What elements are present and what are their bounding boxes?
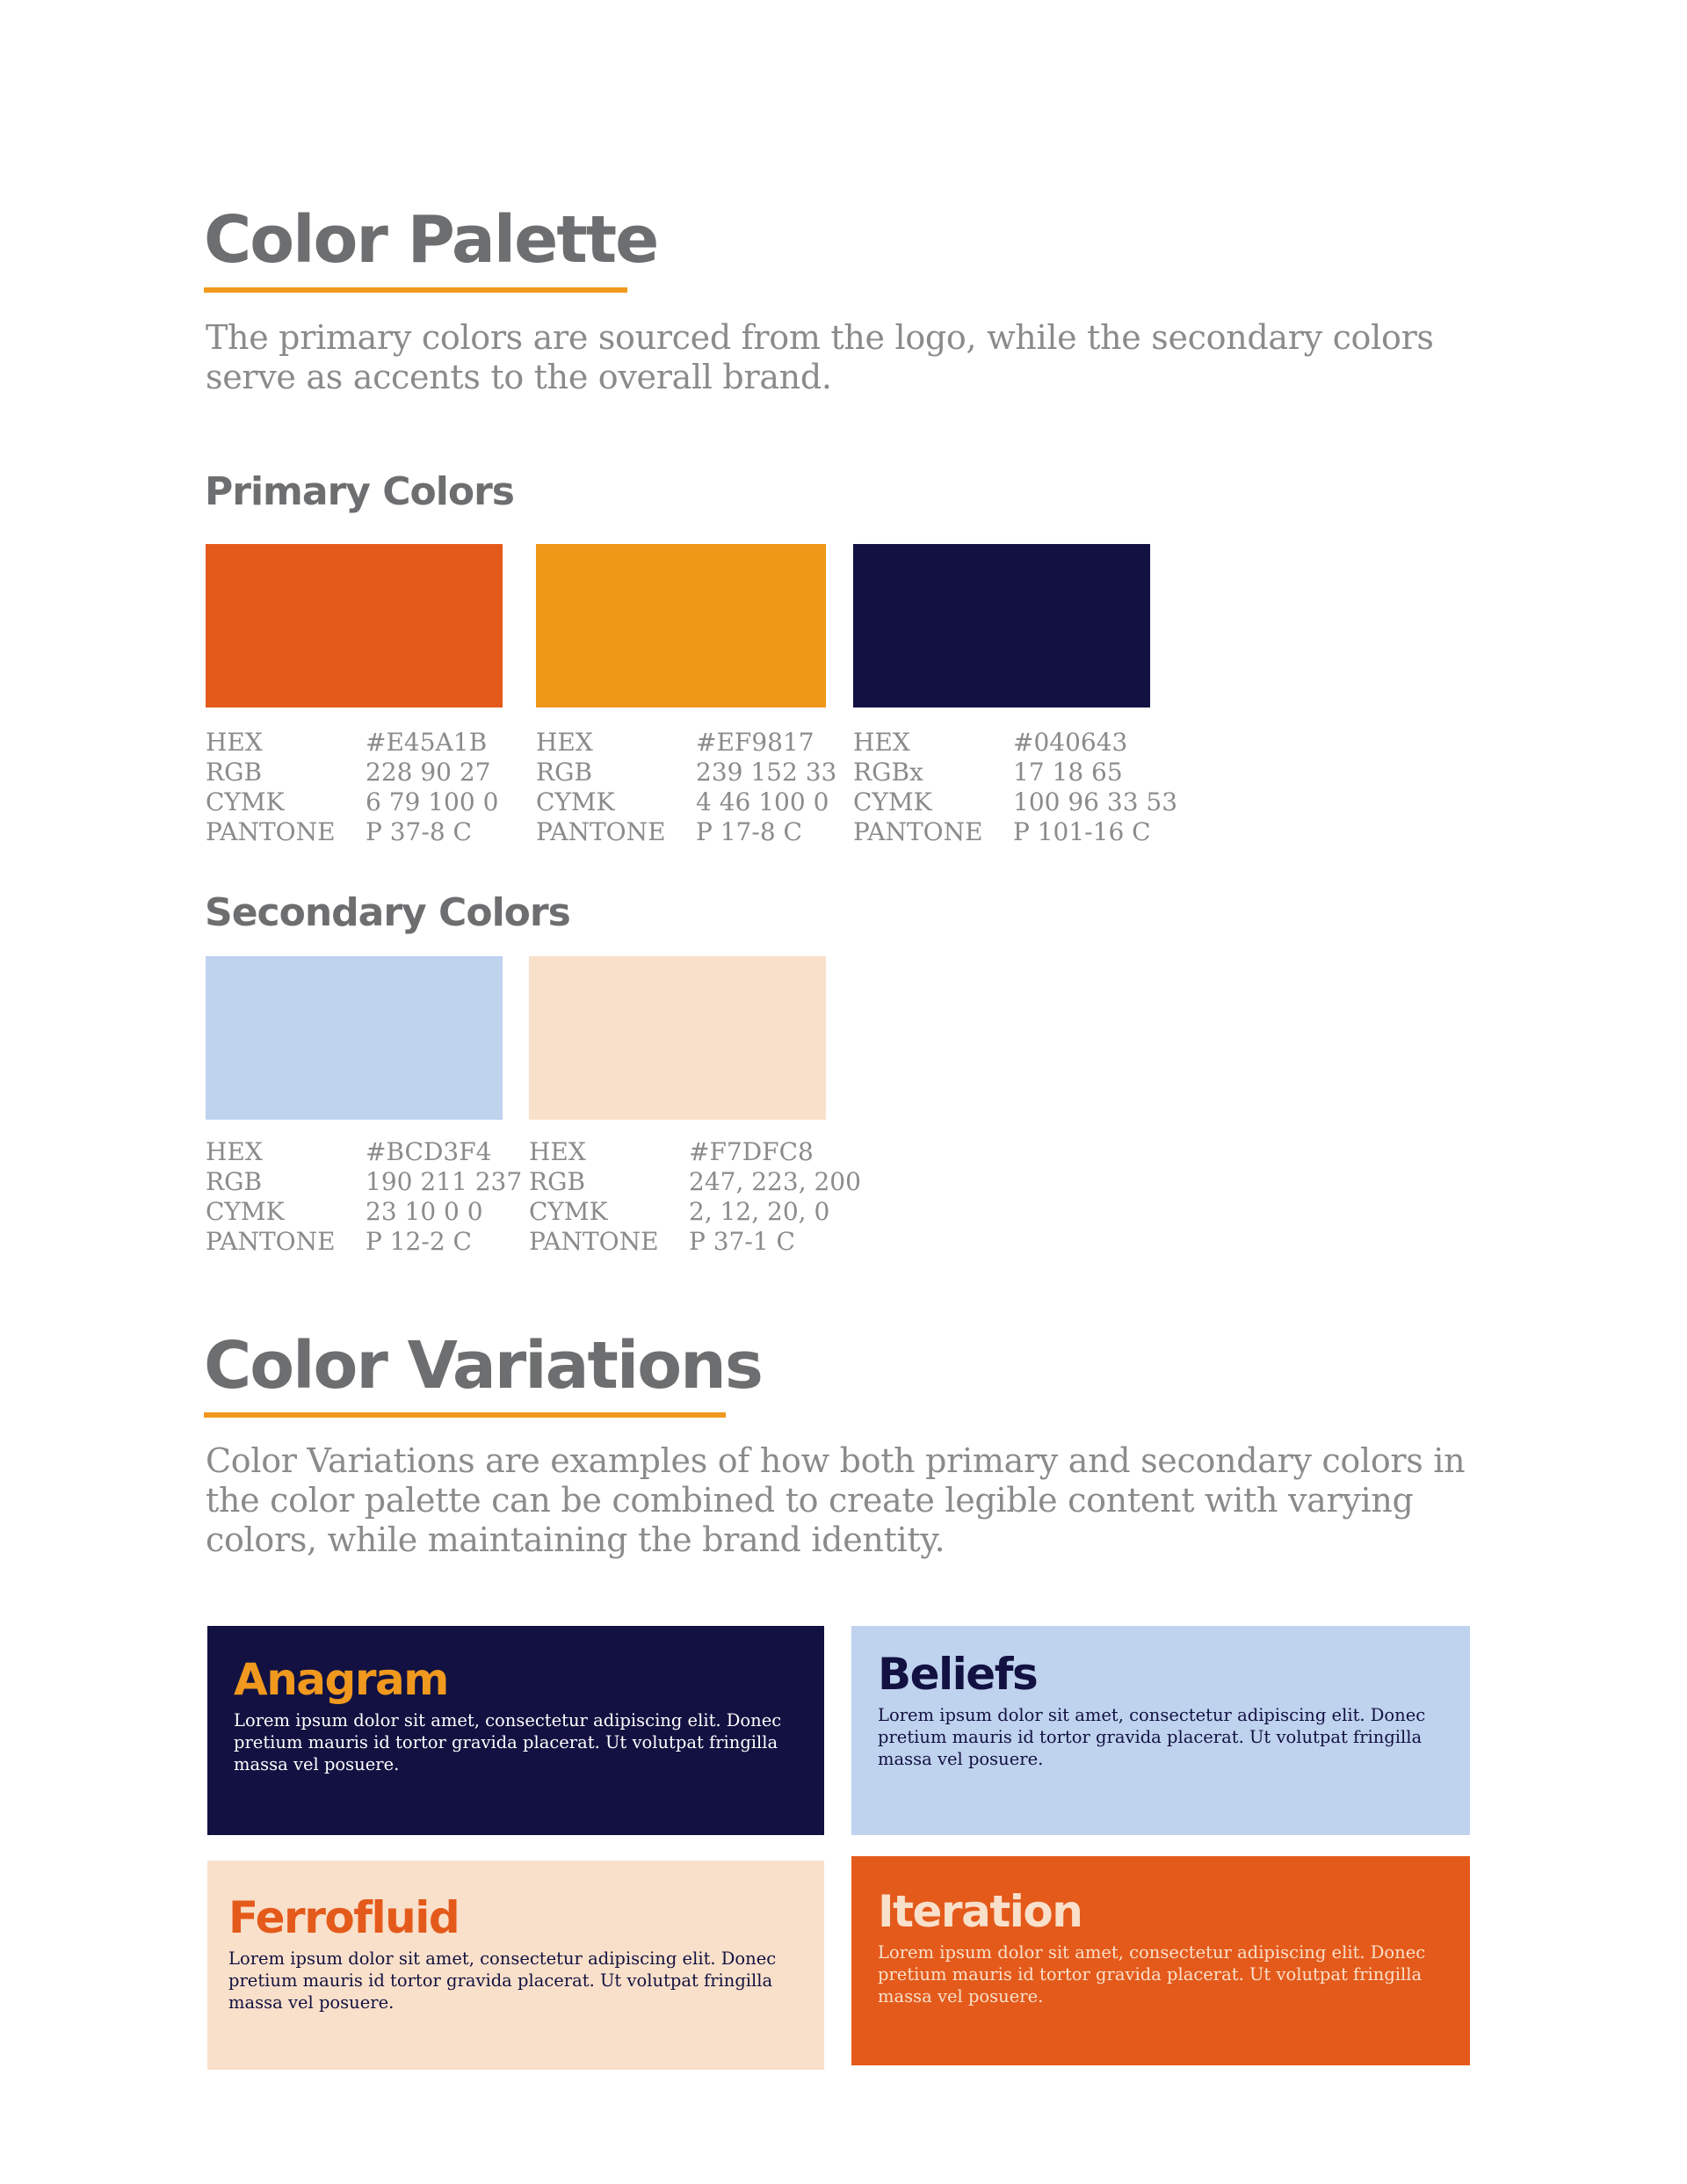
spec-value: 17 18 65	[1013, 758, 1123, 787]
spec-label: HEX	[206, 1137, 263, 1166]
spec-value: P 37-1 C	[689, 1227, 795, 1256]
spec-row-rgb	[206, 758, 498, 787]
spec-label: PANTONE	[529, 1227, 659, 1256]
spec-label: RGB	[536, 758, 593, 787]
secondary-spec-blue	[206, 1137, 522, 1257]
spec-value: 190 211 237	[366, 1167, 523, 1196]
card-body: Lorem ipsum dolor sit amet, consectetur adipiscing elit. Donec pretium mauris id tortor gravida placerat. Ut volutpat fringilla massa vel posuere.	[234, 1710, 782, 1774]
color-palette-title: Color Palette	[204, 202, 658, 278]
spec-label: HEX	[206, 728, 263, 757]
spec-label: PANTONE	[853, 817, 983, 846]
spec-label: RGB	[206, 1167, 263, 1196]
spec-row-pantone	[853, 817, 1177, 847]
card-body: Lorem ipsum dolor sit amet, consectetur adipiscing elit. Donec pretium mauris id tortor gravida placerat. Ut volutpat fringilla massa vel posuere.	[228, 1948, 777, 2013]
spec-label: CYMK	[853, 787, 932, 816]
primary-swatch-navy	[853, 544, 1150, 707]
spec-row-pantone	[536, 817, 836, 847]
spec-row-rgb	[529, 1167, 861, 1197]
spec-value: P 101-16 C	[1013, 817, 1151, 846]
color-variations-intro: Color Variations are examples of how both primary and secondary colors in the color palette can be combined to create legible content with varying colors, while maintaining the brand identity.	[206, 1441, 1466, 1559]
spec-row-rgb	[853, 758, 1177, 787]
card-title: Beliefs	[878, 1649, 1038, 1700]
primary-spec-navy	[853, 728, 1177, 847]
spec-value: 247, 223, 200	[689, 1167, 861, 1196]
spec-row-rgb	[206, 1167, 522, 1197]
spec-value: 4 46 100 0	[696, 787, 829, 816]
color-palette-intro: The primary colors are sourced from the logo, while the secondary colors serve as accents to the overall brand.	[206, 318, 1434, 396]
spec-row-rgb	[536, 758, 836, 787]
spec-value: 23 10 0 0	[366, 1197, 483, 1226]
spec-label: CYMK	[206, 787, 285, 816]
spec-row-hex	[206, 1137, 522, 1167]
spec-row-hex	[206, 728, 498, 758]
primary-spec-amber	[536, 728, 836, 847]
spec-label: HEX	[536, 728, 593, 757]
primary-swatch-amber	[536, 544, 826, 707]
spec-label: RGB	[206, 758, 263, 787]
spec-row-cymk	[529, 1197, 861, 1227]
spec-value: 239 152 33	[696, 758, 837, 787]
spec-row-hex	[529, 1137, 861, 1167]
spec-row-pantone	[206, 817, 498, 847]
variation-card-beliefs	[851, 1626, 1470, 1835]
variation-card-anagram	[207, 1626, 824, 1835]
primary-colors-heading: Primary Colors	[205, 469, 514, 514]
card-title: Anagram	[234, 1654, 448, 1705]
card-body: Lorem ipsum dolor sit amet, consectetur adipiscing elit. Donec pretium mauris id tortor gravida placerat. Ut volutpat fringilla massa vel posuere.	[878, 1705, 1426, 1769]
spec-value: #E45A1B	[366, 728, 488, 757]
spec-label: PANTONE	[206, 817, 336, 846]
spec-value: #BCD3F4	[366, 1137, 492, 1166]
card-body: Lorem ipsum dolor sit amet, consectetur adipiscing elit. Donec pretium mauris id tortor gravida placerat. Ut volutpat fringilla massa vel posuere.	[878, 1942, 1426, 2006]
secondary-swatch-blue	[206, 956, 503, 1120]
spec-value: P 12-2 C	[366, 1227, 472, 1256]
secondary-colors-heading: Secondary Colors	[205, 890, 570, 935]
spec-value: P 17-8 C	[696, 817, 802, 846]
secondary-swatch-peach	[529, 956, 826, 1120]
spec-value: 2, 12, 20, 0	[689, 1197, 830, 1226]
spec-value: #EF9817	[696, 728, 815, 757]
spec-label: CYMK	[529, 1197, 608, 1226]
spec-value: 100 96 33 53	[1013, 787, 1178, 816]
spec-label: HEX	[853, 728, 910, 757]
spec-value: #F7DFC8	[689, 1137, 814, 1166]
primary-spec-orange	[206, 728, 498, 847]
card-title: Iteration	[878, 1886, 1082, 1937]
spec-label: RGB	[529, 1167, 586, 1196]
variation-card-ferrofluid	[207, 1861, 824, 2070]
color-palette-underline	[204, 287, 627, 293]
spec-row-cymk	[853, 787, 1177, 817]
spec-value: P 37-8 C	[366, 817, 472, 846]
spec-row-cymk	[206, 1197, 522, 1227]
variation-card-iteration	[851, 1856, 1470, 2065]
spec-row-pantone	[529, 1227, 861, 1257]
spec-label: HEX	[529, 1137, 586, 1166]
spec-label: PANTONE	[206, 1227, 336, 1256]
spec-row-hex	[536, 728, 836, 758]
spec-value: 6 79 100 0	[366, 787, 499, 816]
spec-label: RGBx	[853, 758, 923, 787]
spec-row-cymk	[536, 787, 836, 817]
spec-value: 228 90 27	[366, 758, 491, 787]
spec-row-hex	[853, 728, 1177, 758]
spec-label: CYMK	[536, 787, 615, 816]
spec-row-cymk	[206, 787, 498, 817]
color-variations-title: Color Variations	[204, 1328, 762, 1404]
spec-label: CYMK	[206, 1197, 285, 1226]
card-title: Ferrofluid	[228, 1892, 460, 1943]
spec-value: #040643	[1013, 728, 1128, 757]
primary-swatch-orange	[206, 544, 503, 707]
spec-row-pantone	[206, 1227, 522, 1257]
spec-label: PANTONE	[536, 817, 666, 846]
secondary-spec-peach	[529, 1137, 861, 1257]
color-variations-underline	[204, 1412, 726, 1418]
